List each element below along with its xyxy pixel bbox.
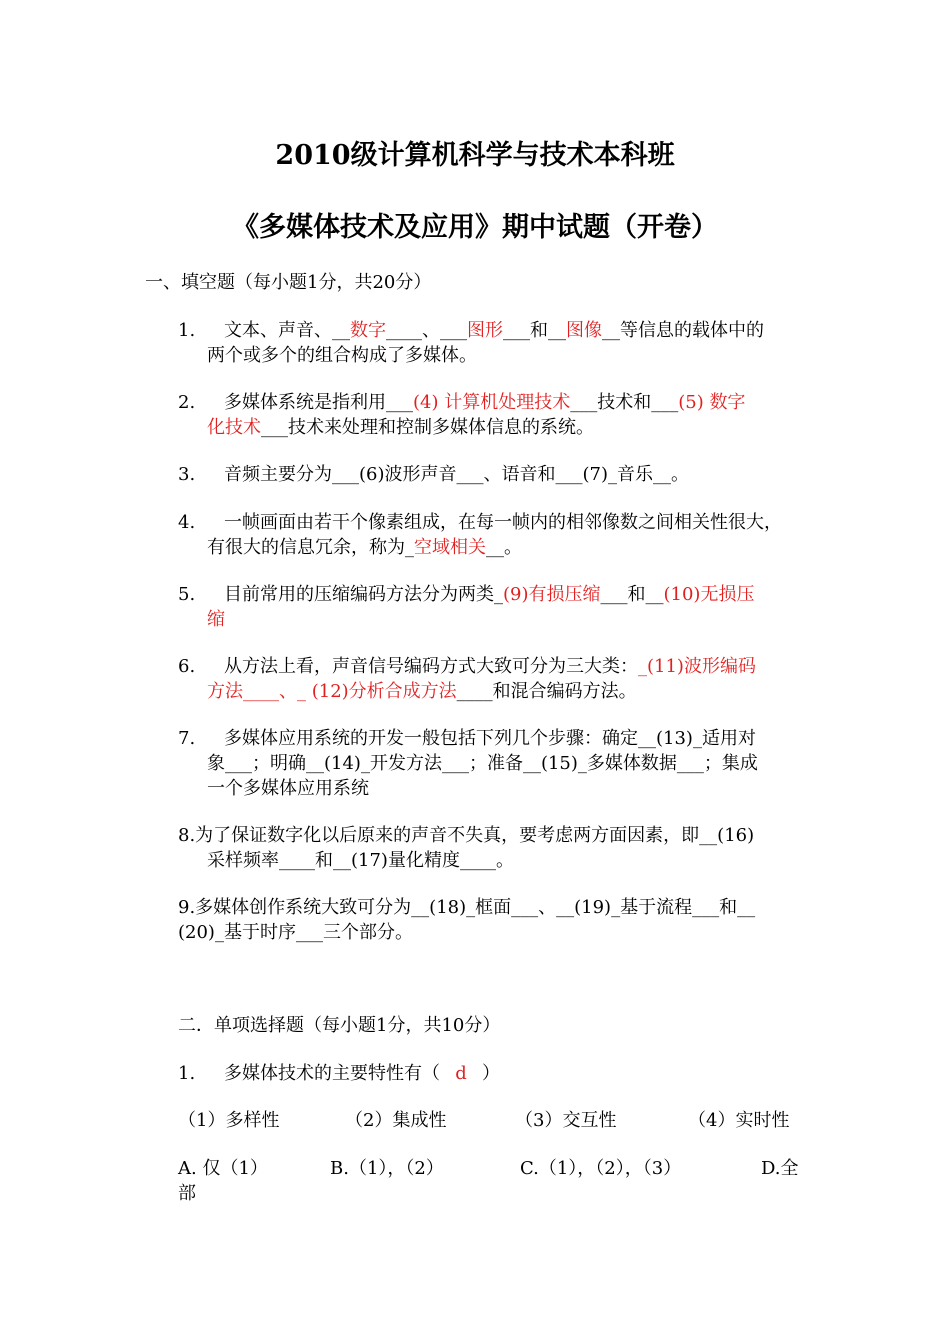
answer-text: _(11)波形编码 — [638, 656, 756, 677]
exam-title-line1: 2010级计算机科学与技术本科班 — [275, 140, 675, 171]
question-5-line2: 缩 — [207, 609, 225, 630]
question-number: 6. — [178, 656, 196, 677]
question-2-line1 — [178, 390, 745, 415]
answer-text: 图形 — [467, 320, 503, 341]
answer-text: 空域相关 — [414, 537, 486, 558]
question-number: 4. — [178, 512, 196, 533]
mc1-choice-d-wrap: 部 — [178, 1183, 196, 1204]
mc1-feature-4: （4）实时性 — [688, 1110, 790, 1131]
mc1-choice-d: D.全 — [761, 1158, 799, 1179]
question-1-line1 — [178, 318, 764, 343]
question-4-line1 — [178, 510, 782, 535]
question-8-line2: 采样频率____和__(17)量化精度____。 — [207, 850, 514, 871]
question-text: 文本、声音、__ — [224, 320, 350, 341]
question-1-line2: 两个或多个的组合构成了多媒体。 — [207, 345, 477, 366]
question-number: 7. — [178, 728, 196, 749]
question-text: 多媒体应用系统的开发一般包括下列几个步骤：确定__(13)_适用对 — [224, 728, 756, 749]
mc1-choice-a: A. 仅（1） — [178, 1158, 268, 1179]
question-text: 多媒体系统是指利用___ — [224, 392, 413, 413]
question-7-line2: 象___；明确__(14)_开发方法___；准备__(15)_多媒体数据___；集成 — [207, 753, 758, 774]
answer-text: 图像 — [566, 320, 602, 341]
section2-header: 二．单项选择题（每小题1分，共10分） — [178, 1015, 501, 1036]
question-3-line1 — [178, 462, 689, 487]
question-text: __等信息的载体中的 — [602, 320, 764, 341]
question-number: 5. — [178, 584, 196, 605]
question-text: 一帧画面由若干个像素组成，在每一帧内的相邻像数之间相关性很大， — [224, 512, 782, 533]
question-5-line1 — [178, 582, 754, 607]
question-text: 多媒体技术的主要特性有（ — [224, 1063, 440, 1084]
answer-text: d — [455, 1063, 467, 1084]
question-2-line2 — [207, 415, 594, 440]
answer-text: (10)无损压 — [663, 584, 755, 605]
mc-question-1 — [178, 1061, 500, 1086]
question-text: 从方法上看，声音信号编码方式大致可分为三大类： — [224, 656, 638, 677]
question-number: 1. — [178, 1063, 196, 1084]
question-number: 1. — [178, 320, 196, 341]
answer-text: (9)有损压缩 — [503, 584, 601, 605]
answer-text: 化技术 — [207, 417, 261, 438]
question-6-line2 — [207, 679, 637, 704]
mc1-feature-3: （3）交互性 — [515, 1110, 617, 1131]
mc1-choice-b: B.（1），（2） — [330, 1158, 444, 1179]
question-text: ___技术和___ — [570, 392, 679, 413]
question-9-line1: 9.多媒体创作系统大致可分为__(18)_框面___、__(19)_基于流程___和__ — [178, 897, 756, 918]
question-text: ____和混合编码方法。 — [456, 681, 637, 702]
mc1-feature-2: （2）集成性 — [345, 1110, 447, 1131]
section1-header: 一、填空题（每小题1分，共20分） — [145, 272, 432, 293]
question-text: __。 — [486, 537, 522, 558]
question-text: ___技术来处理和控制多媒体信息的系统。 — [261, 417, 594, 438]
question-7-line1 — [178, 726, 756, 751]
answer-text: (4) 计算机处理技术 — [413, 392, 571, 413]
question-9-line2: (20)_基于时序___三个部分。 — [178, 922, 413, 943]
question-7-line3: 一个多媒体应用系统 — [207, 778, 369, 799]
mc1-feature-1: （1）多样性 — [178, 1110, 280, 1131]
question-text: 目前常用的压缩编码方法分为两类_ — [224, 584, 503, 605]
question-text: ___和__ — [503, 320, 566, 341]
question-text: ___和__ — [600, 584, 664, 605]
question-text: ____、___ — [386, 320, 467, 341]
answer-text: 方法____、_ (12)分析合成方法 — [207, 681, 457, 702]
question-text: 音频主要分为___(6)波形声音___、语音和___(7)_音乐__。 — [224, 464, 689, 485]
question-4-line2 — [207, 535, 522, 560]
question-6-line1 — [178, 654, 756, 679]
question-number: 3. — [178, 464, 196, 485]
question-text: ） — [482, 1063, 500, 1084]
answer-text: 数字 — [350, 320, 386, 341]
answer-text: (5) 数字 — [678, 392, 746, 413]
question-text: 有很大的信息冗余，称为_ — [207, 537, 414, 558]
exam-title-line2: 《多媒体技术及应用》期中试题（开卷） — [232, 212, 718, 243]
mc1-choice-c: C.（1），（2），（3） — [520, 1158, 682, 1179]
question-8-line1: 8.为了保证数字化以后原来的声音不失真，要考虑两方面因素，即__(16) — [178, 825, 755, 846]
question-number: 2. — [178, 392, 196, 413]
